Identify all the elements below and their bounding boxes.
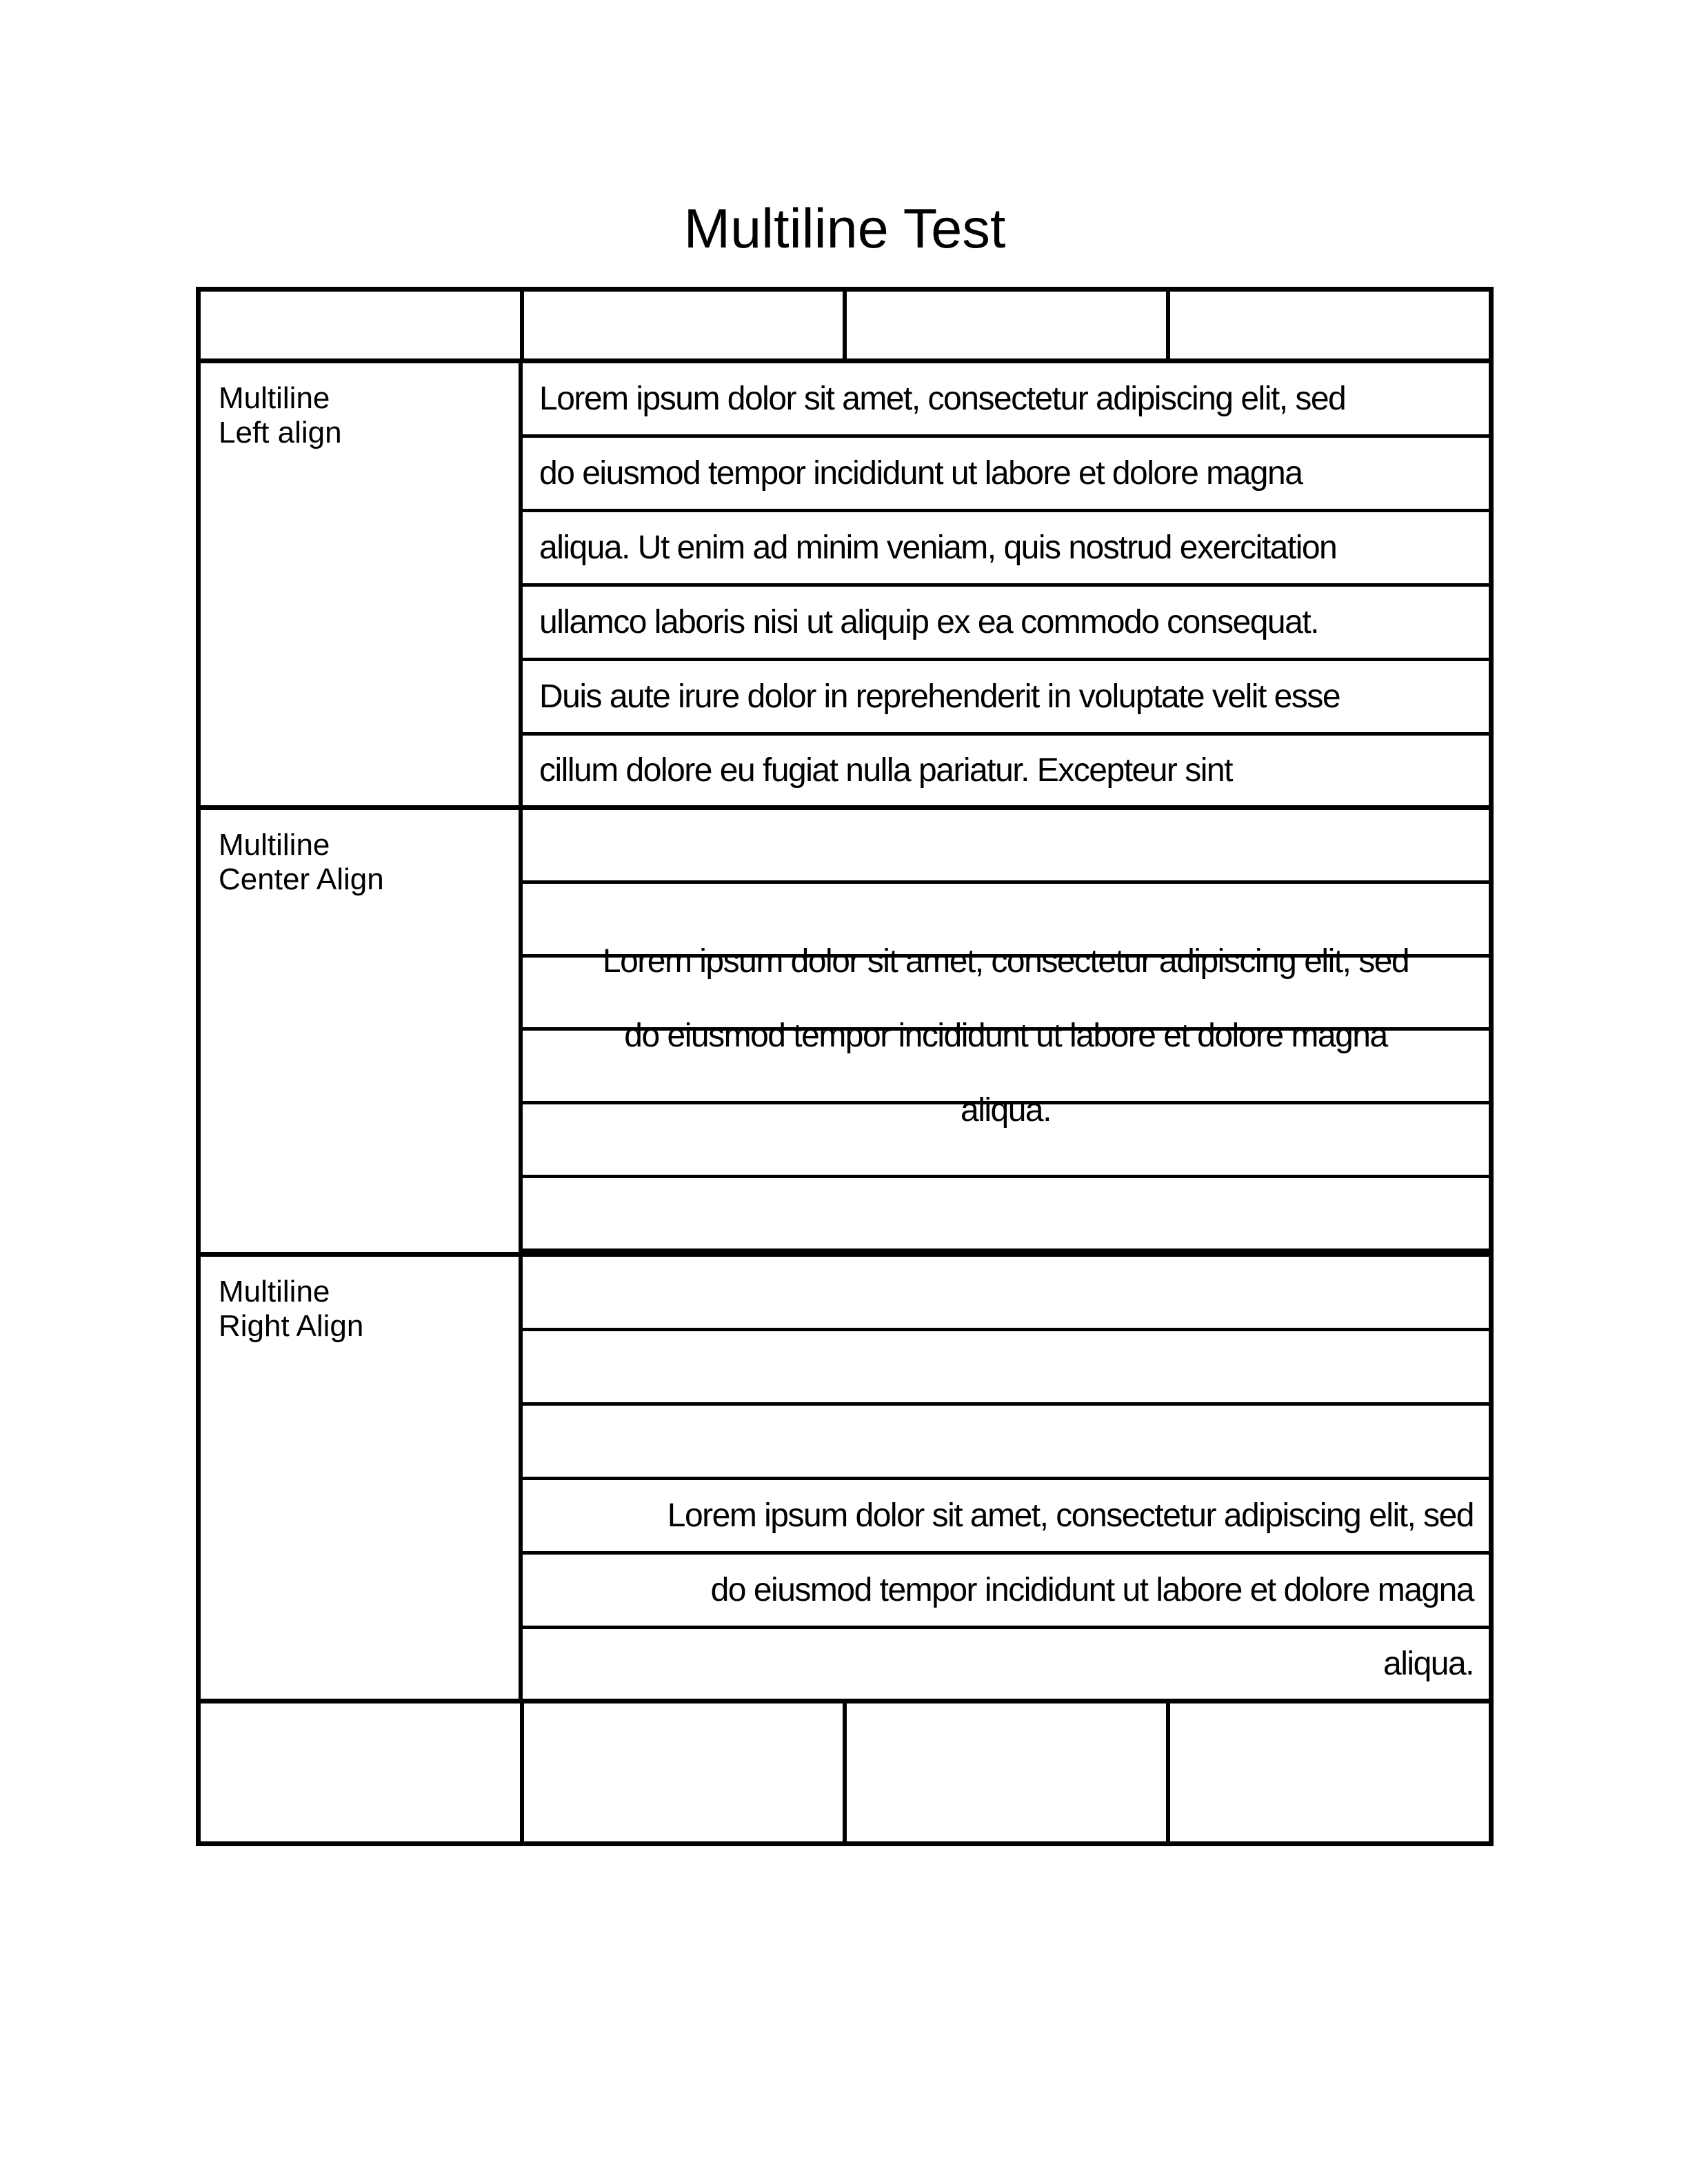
section-label [201,363,523,805]
empty-row [523,1178,1489,1252]
lorem-line: do eiusmod tempor incididunt ut labore et dolore magna [523,438,1489,512]
header-row [201,292,1489,363]
empty-row [523,958,1489,1031]
header-cell [847,292,1170,358]
empty-row [523,1406,1489,1480]
empty-row [523,884,1489,958]
lorem-line: Lorem ipsum dolor sit amet, consectetur adipiscing elit, sed [523,1480,1489,1555]
section-label-line: Right Align [219,1309,364,1343]
lorem-line: do eiusmod tempor incididunt ut labore et dolore magna [523,1555,1489,1629]
lorem-line: Lorem ipsum dolor sit amet, consectetur adipiscing elit, sed [523,363,1489,438]
footer-cell [1170,1703,1489,1841]
section-label-line: Center Align [219,862,384,896]
struck-lorem-line: Lorem ipsum dolor sit amet, consectetur adipiscing elit, sed [602,942,1409,980]
empty-row [523,1257,1489,1331]
lorem-line: cillum dolore eu fugiat nulla pariatur. Excepteur sint [539,752,1232,789]
lorem-line: Duis aute irure dolor in reprehenderit in voluptate velit esse [523,661,1489,736]
footer-row [201,1703,1489,1841]
section-label-line: Multiline [219,828,330,862]
footer-cell [524,1703,847,1841]
page-title: Multiline Test [683,198,1006,260]
struck-lorem-line: aliqua. [961,1091,1051,1129]
empty-row [523,810,1489,884]
section-label-line: Multiline [219,1275,330,1308]
lorem-line: aliqua. Ut enim ad minim veniam, quis nostrud exercitation [523,512,1489,587]
section-content-center [523,810,1489,1252]
empty-row [523,1331,1489,1406]
section-content-left [523,363,1489,805]
multiline-test-table [196,287,1494,1846]
footer-cell [201,1703,524,1841]
section-right-align [201,1257,1489,1703]
section-label-line: Left align [219,416,342,449]
footer-cell [847,1703,1170,1841]
lorem-line: ullamco laboris nisi ut aliquip ex ea commodo consequat. [523,587,1489,661]
section-center-align [201,810,1489,1257]
struck-lorem-line: do eiusmod tempor incididunt ut labore et dolore magna [624,1017,1387,1054]
header-cell [524,292,847,358]
header-cell [1170,292,1489,358]
section-content-right [523,1257,1489,1699]
empty-row [523,1031,1489,1104]
header-cell [201,292,524,358]
section-label [201,1257,523,1699]
lorem-line: aliqua. [1383,1646,1474,1682]
section-label [201,810,523,1252]
section-label-line: Multiline [219,381,330,415]
empty-row [523,1104,1489,1178]
section-left-align [201,363,1489,810]
